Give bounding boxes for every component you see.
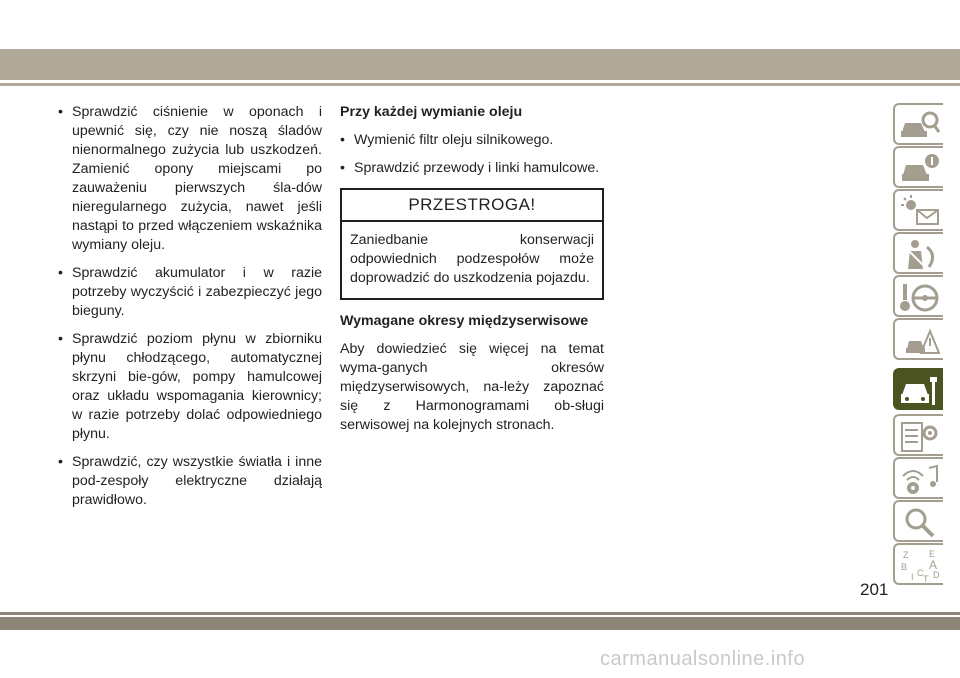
alphabet-letter: Z	[903, 550, 909, 560]
section-heading: Przy każdej wymianie oleju	[340, 104, 523, 120]
bullet-mark: •	[340, 160, 345, 176]
seatbelt-airbag-icon	[899, 237, 941, 273]
bullet-item	[340, 131, 604, 150]
alphabet-letter: T	[923, 574, 929, 584]
index-search-icon	[899, 505, 941, 541]
tab-getting-to-know-instrument[interactable]	[893, 146, 943, 188]
car-info-icon	[899, 151, 941, 187]
tab-servicing-maintenance[interactable]	[893, 368, 943, 410]
bullet-item	[58, 264, 322, 321]
bullet-mark: •	[58, 104, 63, 120]
tab-alphabetical-index[interactable]	[893, 543, 943, 585]
alphabet-letter: B	[901, 562, 908, 572]
bullet-text: Sprawdzić ciśnienie w oponach i upewnić się, czy nie noszą śladów nienormalnego zużycia lub uszkodzeń. Zamienić opony miejscami po zauważeniu pierwszych śla-dów nieregularnego zużycia, nawet jeśli nastąpi to przed włączeniem wskaźnika wymiany oleju.	[72, 104, 322, 253]
bullet-item	[340, 159, 604, 178]
tab-multimedia[interactable]	[893, 457, 943, 499]
bullet-text: Wymienić filtr oleju silnikowego.	[354, 132, 554, 148]
footer-band	[0, 617, 960, 630]
right-column	[340, 103, 604, 435]
bullet-text: Sprawdzić przewody i linki hamulcowe.	[354, 160, 600, 176]
tab-starting-operating[interactable]	[893, 275, 943, 317]
tab-technical-specifications[interactable]	[893, 414, 943, 456]
caution-text: Zaniedbanie konserwacji odpowiednich podzespołów może doprowadzić do uszkodzenia pojazdu.	[350, 232, 594, 286]
left-column	[58, 103, 322, 519]
header-rule	[0, 83, 960, 86]
bullet-item	[58, 453, 322, 510]
alphabet-letter: C	[917, 568, 924, 578]
warning-lights-message-icon	[899, 194, 941, 230]
tab-warning-lights[interactable]	[893, 189, 943, 231]
section-heading: Wymagane okresy międzyserwisowe	[340, 313, 589, 329]
bullet-mark: •	[340, 132, 345, 148]
caution-box	[340, 188, 604, 300]
page-number: 201	[860, 580, 889, 599]
bullet-mark: •	[58, 331, 63, 347]
tab-getting-to-know[interactable]	[893, 103, 943, 145]
watermark-text: carmanualsonline.info	[600, 648, 806, 670]
specifications-gear-icon	[899, 419, 941, 455]
bullet-text: Sprawdzić, czy wszystkie światła i inne pod-zespoły elektryczne działają prawidłowo.	[72, 454, 322, 508]
steering-wheel-icon	[899, 280, 941, 316]
bullet-text: Sprawdzić poziom płynu w zbiorniku płynu chłodzącego, automatycznej skrzyni bie-gów, pompy hamulcowej oraz układu wspomagania kierownicy; w razie potrzeby dolać odpowiedniego płynu.	[72, 331, 322, 442]
bullet-text: Sprawdzić akumulator i w razie potrzeby wyczyścić i zabezpieczyć jego bieguny.	[72, 265, 322, 319]
tab-safety[interactable]	[893, 232, 943, 274]
bullet-mark: •	[58, 454, 63, 470]
tab-index[interactable]	[893, 500, 943, 542]
car-service-tools-icon	[899, 373, 941, 409]
alphabet-index-icon	[899, 548, 941, 584]
roadside-warning-icon	[899, 323, 941, 359]
bullet-mark: •	[58, 265, 63, 281]
alphabet-letter: E	[929, 549, 936, 559]
body-paragraph: Aby dowiedzieć się więcej na temat wyma-ganych okresów międzyserwisowych, na-leży zapoznać się z Harmonogramami ob-sługi serwisowej na kolejnych stronach.	[340, 341, 604, 433]
bullet-item	[58, 330, 322, 444]
alphabet-letter: A	[929, 558, 938, 572]
bullet-item	[58, 103, 322, 255]
alphabet-letter: D	[933, 570, 940, 580]
tab-in-case-of-emergency[interactable]	[893, 318, 943, 360]
header-band	[0, 49, 960, 80]
multimedia-music-icon	[899, 462, 941, 498]
caution-title: PRZESTROGA!	[342, 190, 602, 222]
footer-rule	[0, 612, 960, 615]
alphabet-letter: I	[911, 572, 914, 582]
car-magnifier-icon	[899, 108, 941, 144]
